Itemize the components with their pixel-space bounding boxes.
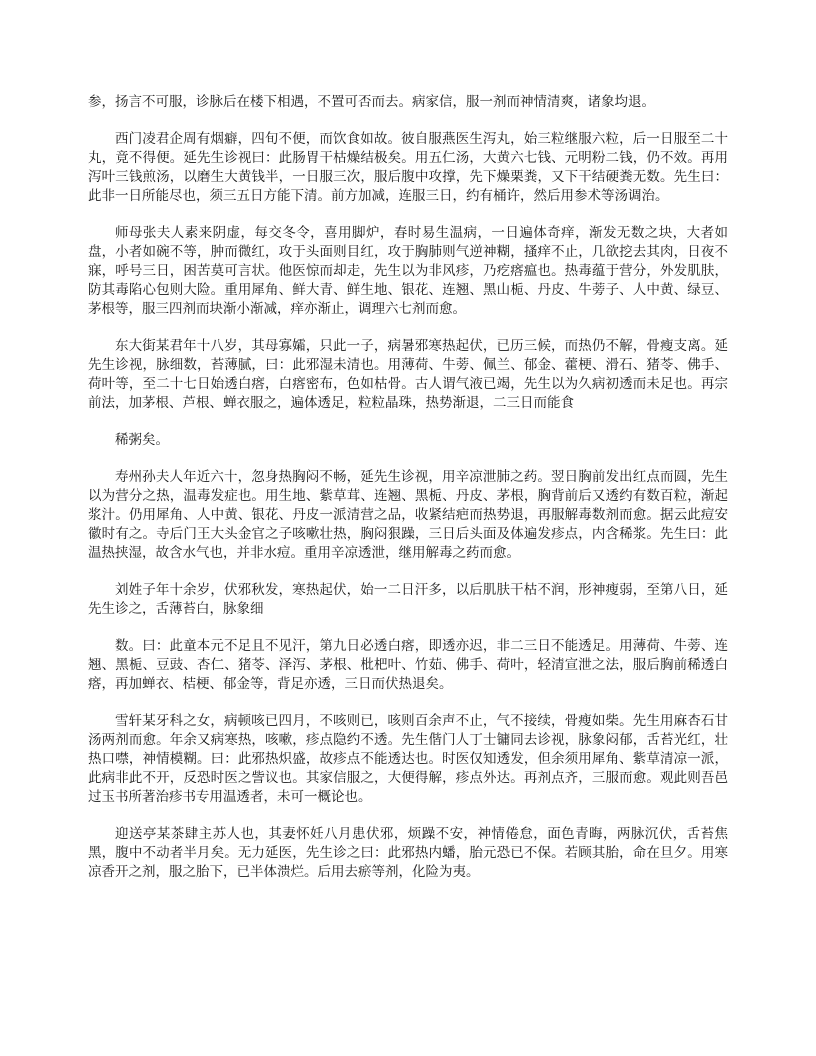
paragraph-case-liu-boy-part1: 刘姓子年十余岁，伏邪秋发，寒热起伏，始一二日汗多，以后肌肤干枯不润，形神瘦弱，至第八日，延先生诊之，舌薄苔白，脉象细 bbox=[88, 582, 728, 616]
paragraph-continuation-top: 参，扬言不可服，诊脉后在楼下相遇，不置可否而去。病家信，服一剂而神情清爽，诸象均退。 bbox=[88, 94, 655, 109]
paragraph-case-liu-boy-part2: 数。曰：此童本元不足且不见汗，第九日必透白瘩，即透亦迟，非二三日不能透足。用薄荷、牛蒡、连翘、黑栀、豆豉、杏仁、猪苓、泽泻、茅根、枇杷叶、竹茹、佛手、荷叶，轻清宣泄之法，服后胸前稀透白瘩，再加蝉衣、桔梗、郁金等，背足亦透，三日而伏热退矣。 bbox=[88, 638, 728, 691]
paragraph-case-madam-sun: 寿州孙夫人年近六十，忽身热胸闷不畅，延先生诊视，用辛凉泄肺之药。翌日胸前发出红点而圆，先生以为营分之热，温毒发症也。用生地、紫草茸、连翘、黑栀、丹皮、茅根，胸背前后又透约有数百粒，渐起浆汁。仍用犀角、人中黄、银花、丹皮一派清营之品，收紧结疤而热势退，再服解毒数剂而愈。据云此痘安徽时有之。寺后门王大头金官之子咳嗽壮热，胸闷狠躁，三日后头面及体遍发疹点，内含稀浆。先生曰：此温热挟湿，故含水气也，并非水痘。重用辛凉透泄，继用解毒之药而愈。 bbox=[88, 469, 728, 560]
paragraph-fragment-congee: 稀粥矣。 bbox=[115, 432, 169, 447]
paragraph-case-dentist-daughter: 雪轩某牙科之女，病顿咳已四月，不咳则已，咳则百余声不止，气不接续，骨瘦如柴。先生用麻杏石甘汤两剂而愈。年余又病寒热，咳嗽，疹点隐约不透。先生偕门人丁士镛同去诊视，脉象闷郁，舌苔光红，壮热口噤，神情模糊。曰：此邪热炽盛，故疹点不能透达也。时医仅知透发，但余须用犀角、紫草清凉一派，此病非此不开，反恐时医之訾议也。其家信服之，大便得解，疹点外达。再剂点齐，三服而愈。观此则吾邑过玉书所著治疹书专用温透者，未可一概论也。 bbox=[88, 713, 728, 804]
paragraph-case-teahouse-wife: 迎送亭某茶肆主苏人也，其妻怀妊八月患伏邪，烦躁不安，神情倦怠，面色青晦，两脉沉伏，舌苔焦黑，腹中不动者半月矣。无力延医，先生诊之曰：此邪热内蟠，胎元恐已不保。若顾其胎，命在旦夕。用寒凉香开之剂，服之胎下，已半体溃烂。后用去瘀等剂，化险为夷。 bbox=[88, 826, 728, 879]
paragraph-case-east-street-youth: 东大街某君年十八岁，其母寡孀，只此一子，病暑邪寒热起伏，已历三候，而热仍不解，骨瘦支离。延先生诊视，脉细数，苔薄腻，曰：此邪湿未清也。用薄荷、牛蒡、佩兰、郁金、藿梗、滑石、猪苓、佛手、荷叶等，至二十七日始透白瘩，白瘩密布，色如枯骨。古人谓气液已竭，先生以为久病初透而未足也。再宗前法，加茅根、芦根、蝉衣服之，遍体透足，粒粒晶珠，热势渐退，二三日而能食 bbox=[88, 338, 728, 410]
paragraph-case-madam-zhang: 师母张夫人素来阴虚，每交冬令，喜用脚炉，春时易生温病，一日遍体奇痒，渐发无数之块，大者如盘，小者如碗不等，肿而微红，攻于头面则目红，攻于胸肺则气逆神糊，搔痒不止，几欲挖去其肉，日夜不寐，呼号三日，困苦莫可言状。他医惊而却走，先生以为非风疹，乃疙瘩瘟也。热毒蕴于营分，外发肌肤，防其毒陷心包则大险。重用犀角、鲜大青、鲜生地、银花、连翘、黑山栀、丹皮、牛蒡子、人中黄、绿豆、茅根等，服三四剂而块渐小渐减，痒亦渐止，调理六七剂而愈。 bbox=[88, 225, 728, 316]
paragraph-case-ximen-ling: 西门凌君企周有烟癖，四旬不便，而饮食如故。彼自服燕医生泻丸，始三粒继服六粒，后一日服至二十丸，竟不得便。延先生诊视曰：此肠胃干枯燥结极矣。用五仁汤，大黄六七钱、元明粉二钱，仍不效。再用泻叶三钱煎汤，以磨生大黄钱半，一日服三次，服后腹中攻撑，先下燥栗粪，又下干结硬粪无数。先生曰：此非一日所能尽也，须三五日方能下清。前方加减，连服三日，约有桶许，然后用参术等汤调治。 bbox=[88, 131, 728, 203]
